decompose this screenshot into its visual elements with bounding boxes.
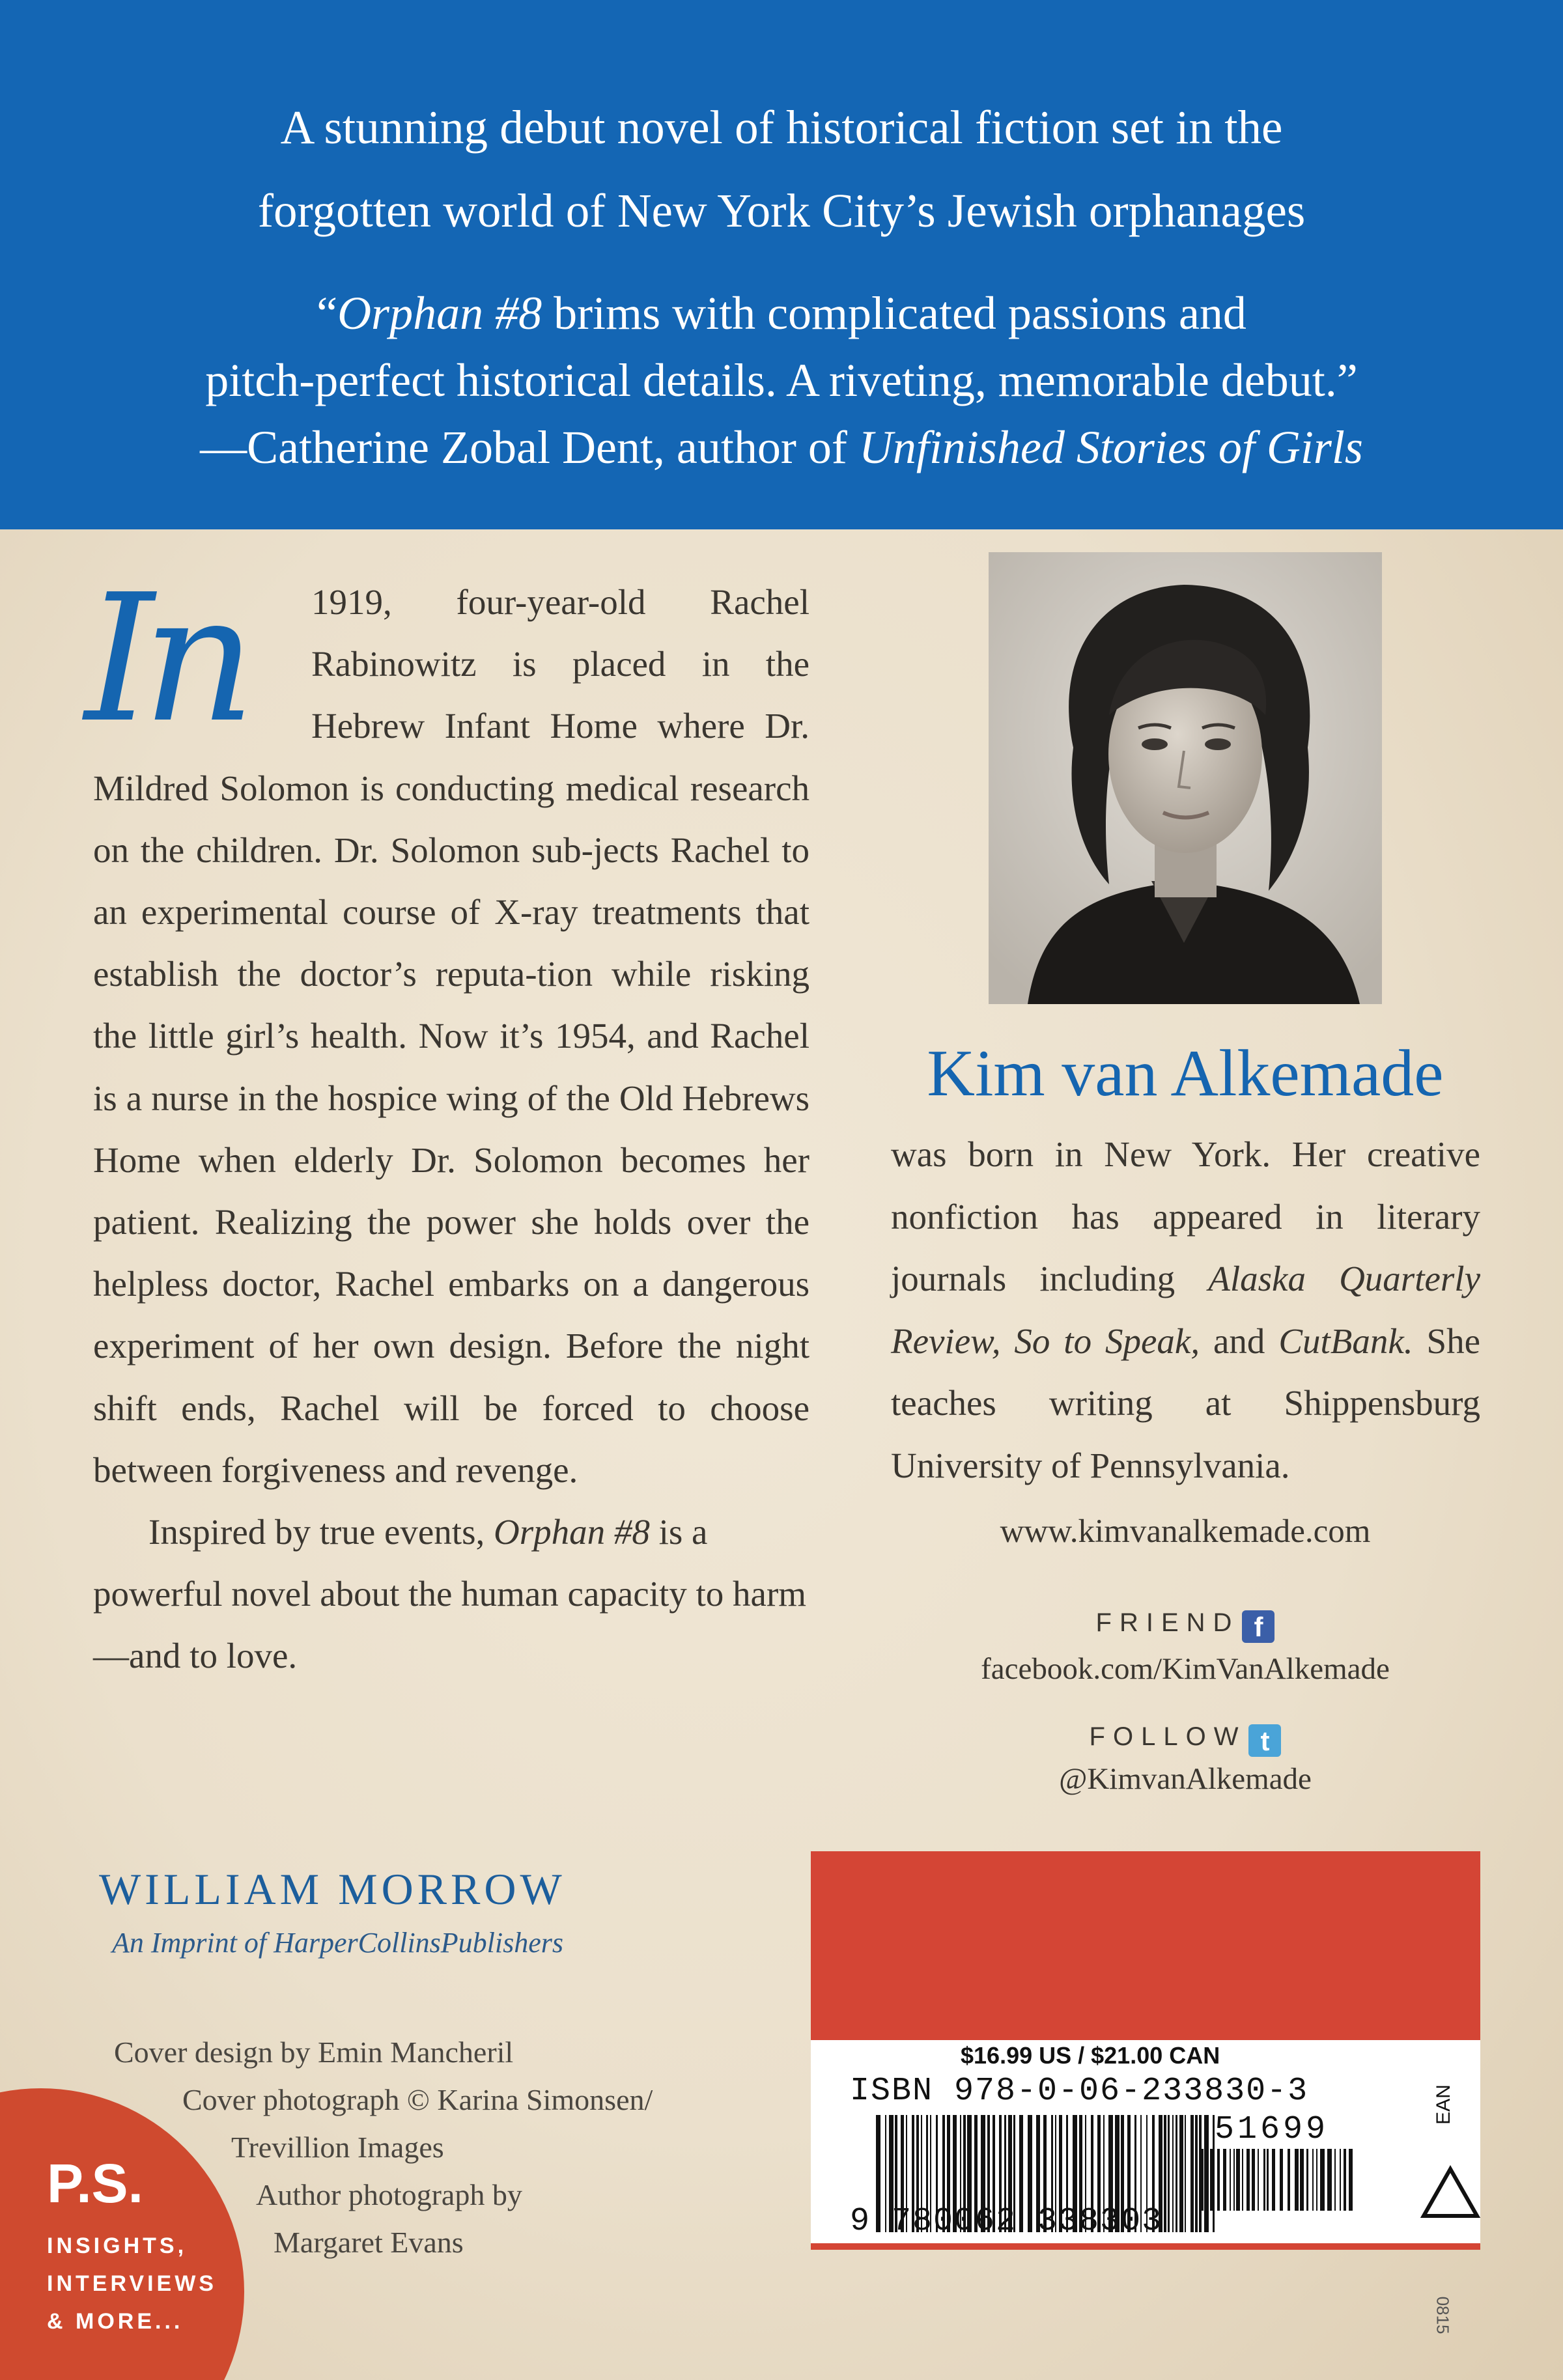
barcode-underline [811,2243,1480,2250]
barcode-stripe [1312,2149,1314,2211]
ps-badge-line-1: INSIGHTS, [47,2233,188,2258]
barcode-stripe [1344,2149,1346,2211]
author-website[interactable]: www.kimvanalkemade.com [1000,1513,1371,1550]
barcode-stripe [1300,2149,1304,2211]
ps-badge-title: P.S. [47,2153,143,2214]
summary-p2-end: is a powerful novel about the human capacity to harm—and to love. [93,1512,807,1676]
barcode-stripe [1334,2149,1336,2211]
barcode-stripe [1327,2149,1332,2211]
barcode-stripe [1242,2149,1243,2211]
author-photo [989,552,1382,1004]
barcode-stripe [1168,2115,1170,2232]
summary-paragraph-2 [93,1501,810,1687]
ean-label: EAN [1432,2084,1454,2125]
barcode-stripe [1190,2115,1194,2232]
facebook-icon: f [1242,1610,1274,1643]
header-band [0,0,1563,529]
quote-line-2: pitch-perfect historical details. A riveting, memorable debut.” [205,354,1358,406]
twitter-icon: t [1248,1724,1281,1757]
barcode-stripe [1252,2149,1255,2211]
barcode-number: 9 780062 338303 [850,2203,1163,2240]
barcode-stripe [1263,2149,1265,2211]
ps-badge-line-3: & MORE... [47,2309,184,2334]
drop-cap: In [85,556,244,761]
barcode-stripe [1306,2149,1308,2211]
author-portrait-image [989,552,1382,1004]
publisher-imprint: An Imprint of HarperCollinsPublishers [112,1927,564,1959]
barcode-stripe [1295,2149,1299,2211]
barcode-stripe [1258,2149,1259,2211]
credit-line-2: Cover photograph © Karina Simonsen/ [182,2083,653,2116]
quote-line-1-text: brims with complicated passions and [542,287,1246,339]
ps-badge-line-2: INTERVIEWS [47,2271,217,2296]
barcode-stripe [1272,2149,1275,2211]
bio-text-3: She teaches writing at Shippensburg University of Pennsylvania. [891,1321,1480,1485]
barcode-stripe [1217,2149,1220,2211]
barcode-stripe [1236,2149,1240,2211]
quote-open-mark: “ [317,287,338,339]
follow-label-text: FOLLOW [1089,1722,1246,1751]
credit-line-3: Trevillion Images [231,2131,444,2164]
credit-line-4: Author photograph by [256,2178,522,2211]
book-summary [93,571,810,1687]
twitter-link[interactable]: @KimvanAlkemade [1059,1762,1312,1796]
price-code: 51699 [1215,2111,1329,2148]
summary-p2-title: Orphan #8 [494,1512,650,1552]
author-bio [891,1123,1480,1496]
barcode-stripe [1172,2115,1174,2232]
barcode-stripe [1320,2149,1325,2211]
quote-line-1 [39,280,1524,347]
attribution-text: —Catherine Zobal Dent, author of [200,421,859,473]
barcode-stripe [1316,2149,1317,2211]
barcode-stripe [1280,2149,1283,2211]
barcode-stripe [1202,2149,1204,2211]
side-code: 0815 [1433,2296,1453,2334]
summary-p2-start: Inspired by true events, [148,1512,494,1552]
barcode-stripe [1195,2115,1198,2232]
quote-book-title: Orphan #8 [337,287,542,339]
barcode-stripe [1349,2149,1353,2211]
friend-label-text: FRIEND [1095,1608,1240,1637]
bio-journal-2: CutBank. [1278,1321,1413,1361]
triangle-icon [1420,2165,1482,2220]
credit-line-5: Margaret Evans [274,2226,464,2259]
publisher-name: WILLIAM MORROW [99,1864,566,1914]
addon-barcode-bars [1202,2149,1355,2211]
barcode-stripe [1179,2115,1183,2232]
barcode-stripe [1288,2149,1290,2211]
follow-label [892,1722,1478,1757]
barcode-stripe [1205,2149,1209,2211]
barcode-stripe [1246,2149,1250,2211]
barcode-stripe [1185,2115,1186,2232]
tagline [39,86,1524,253]
facebook-link[interactable]: facebook.com/KimVanAlkemade [981,1652,1390,1686]
price-label: $16.99 US / $21.00 CAN [961,2042,1220,2069]
bio-text-2: and [1200,1321,1279,1361]
bio-text-1: was born in New York. Her creative nonfiction has appeared in literary journals including [891,1134,1480,1298]
author-name: Kim van Alkemade [927,1037,1444,1110]
review-quote [39,280,1524,481]
tagline-line-1: A stunning debut novel of historical fiction set in the [280,101,1283,154]
barcode-stripe [1267,2149,1269,2211]
tagline-line-2: forgotten world of New York City’s Jewish orphanages [257,184,1306,237]
barcode-stripe [1164,2115,1166,2232]
bio-journal-1: Alaska Quarterly Review, So to Speak, [891,1259,1480,1361]
quote-attribution [39,414,1524,481]
credit-line-1: Cover design by Emin Mancheril [114,2036,514,2069]
barcode-stripe [1223,2149,1226,2211]
barcode-stripe [1210,2149,1215,2211]
barcode-stripe [1230,2149,1231,2211]
barcode-stripe [1340,2149,1341,2211]
friend-label [892,1608,1478,1643]
summary-paragraph-1: 1919, four-year-old Rachel Rabinowitz is placed in the Hebrew Infant Home where Dr. Mildred Solomon is conducting medical research on the children. Dr. Solomon sub-jects Rachel to an experimental course of X-ray treatments that establish the doctor’s reputa-tion while risking the little girl’s health. Now it’s 1954, and Rachel is a nurse in the hospice wing of the Old Hebrews Home when elderly Dr. Solomon becomes her patient. Realizing the power she holds over the helpless doctor, Rachel embarks on a dangerous experiment of her own design. Before the night shift ends, Rachel will be forced to choose between forgiveness and revenge. [93,582,810,1490]
price-sticker-area [811,1851,1480,2040]
barcode-stripe [1233,2149,1235,2211]
attribution-book-title: Unfinished Stories of Girls [858,421,1363,473]
isbn-number: ISBN 978-0-06-233830-3 [850,2073,1309,2110]
drop-cap-spacer [93,571,311,753]
barcode-stripe [1176,2115,1177,2232]
ps-badge-subtitle [47,2227,217,2340]
